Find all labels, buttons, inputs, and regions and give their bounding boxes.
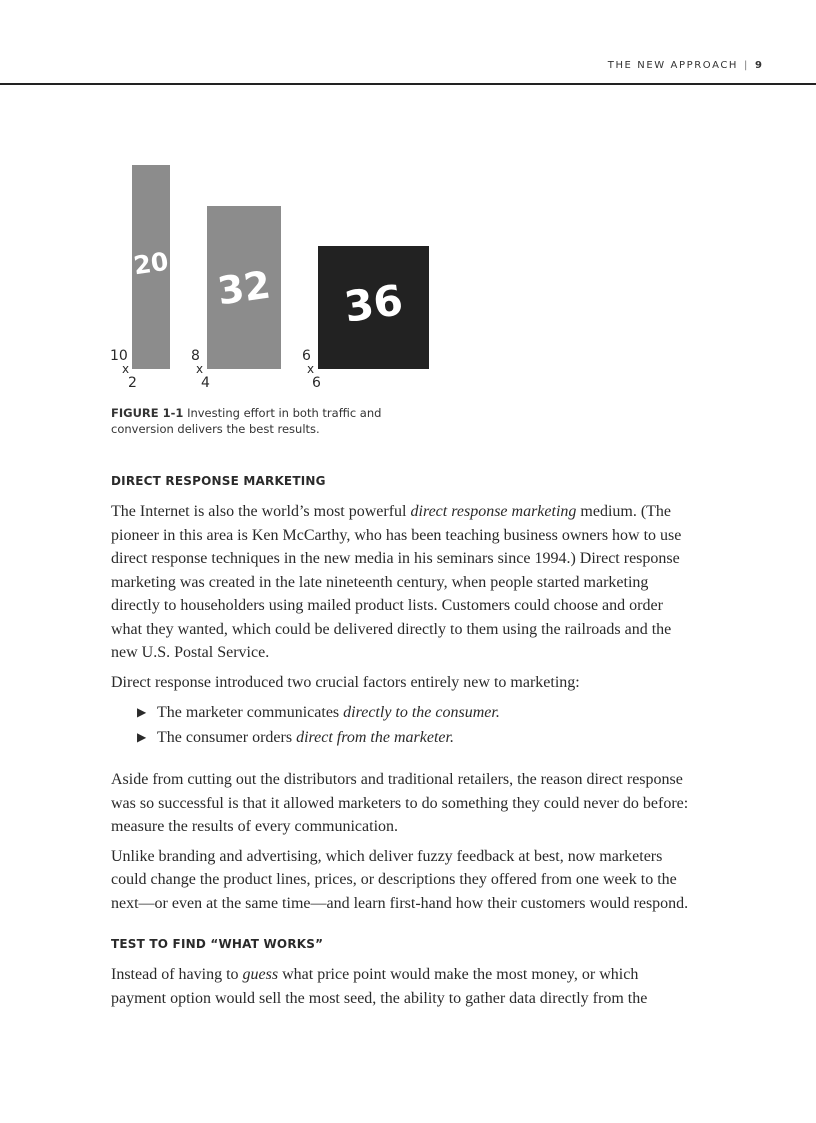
triangle-bullet-icon: ▶ [137, 705, 147, 719]
running-head [608, 60, 762, 71]
bar-traffic-6 [318, 246, 429, 369]
paragraph: Direct response introduced two crucial factors entirely new to marketing: [111, 673, 580, 691]
times-sign: x [307, 362, 315, 376]
bar-traffic-8 [207, 206, 281, 369]
text-run: The consumer orders [157, 729, 297, 746]
section-heading: DIRECT RESPONSE MARKETING [111, 474, 326, 488]
triangle-bullet-icon: ▶ [137, 730, 147, 744]
text-run: The marketer communicates [157, 704, 344, 721]
traffic-factor: 6 [302, 348, 311, 364]
figure-label: FIGURE 1-1 [111, 406, 184, 420]
bar-value-label: 20 [132, 246, 170, 281]
paragraph [111, 500, 691, 665]
traffic-factor: 8 [191, 348, 200, 364]
bar-value-label: 36 [341, 275, 406, 332]
paragraph [111, 963, 691, 1010]
text-run: medium. (The pioneer in this area is Ken McCarthy, who has been teaching business owners how to use direct response techniques in the new media in his seminars since 1994.) Direct response marketing was created in the late nineteenth century, when people started marketing directly to householders using mailed product lists. Customers could choose and order what they wanted, which could be delivered directly to them using the railroads and the new U.S. Postal Service. [111, 503, 682, 661]
emphasis: directly to the consumer. [343, 704, 500, 721]
running-head-title: THE NEW APPROACH [607, 60, 739, 71]
bar-value-label: 32 [214, 262, 274, 314]
list-item [137, 700, 691, 725]
body-text [111, 474, 691, 1016]
running-head-separator: | [744, 60, 750, 71]
paragraph: Unlike branding and advertising, which deliver fuzzy feedback at best, now marketers could change the product lines, prices, or descriptions they offered from one week to the next—or even at the same time—and learn first-hand how their customers would respond. [111, 847, 689, 912]
figure-1-1 [108, 160, 438, 390]
conversion-factor: 4 [201, 375, 210, 391]
bar-traffic-10 [132, 165, 170, 369]
text-run: what price point would make the most money, or which payment option would sell the most seed, the ability to gather data directly from the [111, 966, 648, 1007]
list-item [137, 725, 691, 750]
conversion-factor: 6 [312, 375, 321, 391]
paragraph: Aside from cutting out the distributors and traditional retailers, the reason direct response was so successful is that it allowed marketers to do something they could never do before: measure the results of every communication. [111, 771, 689, 835]
page-number: 9 [755, 60, 762, 71]
header-rule [0, 83, 816, 85]
figure-caption-text: Investing effort in both traffic and conversion delivers the best results. [111, 406, 382, 436]
text-run: Instead of having to [111, 966, 243, 983]
emphasis: guess [242, 966, 279, 983]
times-sign: x [196, 362, 204, 376]
text-run: The Internet is also the world’s most powerful [111, 503, 411, 520]
times-sign: x [122, 362, 130, 376]
conversion-factor: 2 [128, 375, 137, 391]
emphasis: direct from the marketer. [296, 729, 454, 746]
bullet-list [111, 700, 691, 750]
figure-caption [111, 405, 441, 437]
traffic-factor: 10 [110, 348, 128, 364]
section-heading: TEST TO FIND “WHAT WORKS” [111, 937, 324, 951]
emphasis: direct response marketing [410, 503, 577, 520]
